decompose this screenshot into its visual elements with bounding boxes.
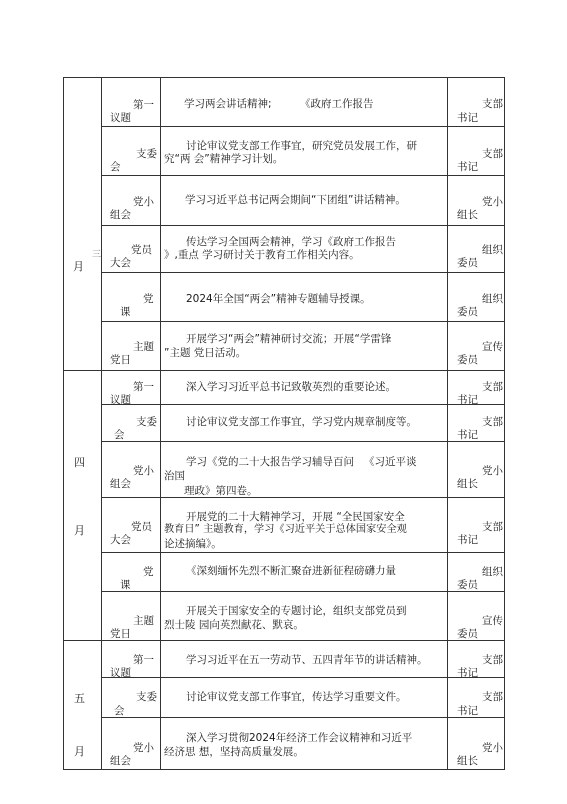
responsible: 支部 <box>482 148 503 160</box>
responsible: 书记 <box>457 534 478 546</box>
row-divider <box>101 126 505 127</box>
activity-type: 会 <box>114 705 125 717</box>
month-label-march: 月 <box>73 260 84 273</box>
activity-content: 《深刻缅怀先烈不断汇聚奋进新征程磅礴力量 <box>186 565 396 577</box>
border-top <box>63 77 505 78</box>
activity-content: 学习两会讲话精神; <box>184 98 272 110</box>
activity-type: 组会 <box>110 478 131 490</box>
responsible: 委员 <box>457 257 478 269</box>
row-divider <box>101 321 505 322</box>
border-bottom <box>63 769 505 770</box>
row-divider <box>101 552 505 553</box>
activity-type: 组会 <box>110 209 131 221</box>
activity-type: 支委 <box>136 416 157 428</box>
activity-type: 党小 <box>133 465 154 477</box>
activity-type: 课 <box>120 579 131 591</box>
activity-type: 党日 <box>110 628 131 640</box>
activity-content: 教育日” 主题教育，学习《习近平关于总体国家安全观 <box>164 524 407 535</box>
responsible: 支部 <box>482 98 503 110</box>
activity-type: 党小 <box>133 742 154 754</box>
activity-type: 党员 <box>131 521 152 533</box>
row-divider <box>101 441 505 442</box>
activity-type: 第一 <box>133 381 154 393</box>
row-divider <box>101 225 505 226</box>
row-divider <box>101 404 505 405</box>
activity-type: 组会 <box>110 755 131 767</box>
activity-content: 《政府工作报告 <box>300 98 374 110</box>
activity-content: 开展学习“两会”精神研讨交流；开展“学雷锋 <box>186 333 392 345</box>
responsible: 组长 <box>457 209 478 221</box>
activity-type: 党员 <box>131 244 152 256</box>
activity-content: 烈士陵 园向英烈献花、默哀。 <box>164 619 304 631</box>
month-label-april-2: 月 <box>74 524 85 537</box>
activity-content: 深入学习习近平总书记致敬英烈的重要论述。 <box>186 381 396 393</box>
activity-type: 党日 <box>110 354 131 366</box>
row-divider <box>101 591 505 592</box>
activity-content: 》,重点 学习研讨关于教育工作相关内容。 <box>164 249 360 261</box>
activity-content: 开展党的二十大精神学习，开展 “全民国家安全 <box>186 511 405 523</box>
month-label-may-2: 月 <box>74 745 85 758</box>
row-divider <box>101 677 505 678</box>
responsible: 书记 <box>457 429 478 441</box>
row-divider <box>101 175 505 176</box>
responsible: 委员 <box>457 354 478 366</box>
responsible: 组织 <box>482 566 503 578</box>
activity-content: 《习近平谈 <box>364 456 417 468</box>
responsible: 书记 <box>457 667 478 679</box>
activity-type: 大会 <box>110 534 131 546</box>
activity-type: 支委 <box>136 691 157 703</box>
responsible: 支部 <box>482 654 503 666</box>
responsible: 宣传 <box>482 615 503 627</box>
month-label-march-mark: 三 <box>92 250 102 260</box>
responsible: 组长 <box>457 755 478 767</box>
activity-type: 议题 <box>110 394 131 406</box>
activity-type: 课 <box>120 306 131 318</box>
activity-content: 论述摘编》。 <box>164 538 222 550</box>
activity-type: 会 <box>110 161 121 173</box>
row-divider <box>101 272 505 273</box>
responsible: 组长 <box>457 478 478 490</box>
border-left <box>63 77 64 770</box>
activity-content: 经济思 想，坚持高质量发展。 <box>164 746 304 758</box>
col-divider-content <box>447 77 448 770</box>
activity-content: 讨论审议党支部工作事宜，研究党员发展工作，研 <box>186 140 417 152</box>
responsible: 书记 <box>457 161 478 173</box>
responsible: 党小 <box>482 742 503 754</box>
month-divider-1 <box>63 370 505 371</box>
activity-type: 主题 <box>133 615 154 627</box>
activity-content: 治国 <box>164 470 185 482</box>
responsible: 宣传 <box>482 341 503 353</box>
row-divider <box>101 717 505 718</box>
activity-content: 讨论审议党支部工作事宜，传达学习重要文件。 <box>186 691 407 703</box>
activity-type: 党小 <box>133 196 154 208</box>
activity-type: 党 <box>143 293 154 305</box>
responsible: 书记 <box>457 705 478 717</box>
activity-content: 深入学习贯彻2024年经济工作会议精神和习近平 <box>186 732 413 744</box>
border-right <box>504 77 505 770</box>
responsible: 支部 <box>482 416 503 428</box>
responsible: 支部 <box>482 381 503 393</box>
row-divider <box>101 497 505 498</box>
activity-type: 大会 <box>110 257 131 269</box>
activity-content: 理政》第四卷。 <box>184 485 258 497</box>
responsible: 委员 <box>457 306 478 318</box>
month-label-may-1: 五 <box>74 692 85 705</box>
activity-content: 讨论审议党支部工作事宜，学习党内规章制度等。 <box>186 416 417 428</box>
activity-content: 开展关于国家安全的专题讨论，组织支部党员到 <box>186 605 407 617</box>
activity-type: 议题 <box>110 112 131 124</box>
responsible: 委员 <box>457 579 478 591</box>
activity-content: 2024年全国“两会”精神专题辅导授课。 <box>186 293 371 305</box>
activity-type: 第一 <box>133 654 154 666</box>
responsible: 组织 <box>482 244 503 256</box>
responsible: 支部 <box>482 521 503 533</box>
activity-content: 学习《党的二十大报告学习辅导百问 <box>186 456 354 468</box>
month-label-april-1: 四 <box>74 456 85 469</box>
activity-content: 学习习近平在五一劳动节、五四青年节的讲话精神。 <box>186 654 428 666</box>
responsible: 组织 <box>482 293 503 305</box>
responsible: 党小 <box>482 465 503 477</box>
responsible: 支部 <box>482 691 503 703</box>
activity-type: 会 <box>114 429 125 441</box>
responsible: 党小 <box>482 196 503 208</box>
col-divider-month <box>101 77 102 770</box>
activity-content: ”主题 党日活动。 <box>164 347 247 359</box>
col-divider-type <box>160 77 161 770</box>
activity-type: 第一 <box>133 99 154 111</box>
responsible: 书记 <box>457 112 478 124</box>
activity-type: 议题 <box>110 667 131 679</box>
responsible: 委员 <box>457 628 478 640</box>
activity-content: 学习习近平总书记两会期间“下团组”讲话精神。 <box>185 194 406 206</box>
activity-content: 传达学习全国两会精神，学习《政府工作报告 <box>186 236 396 248</box>
activity-type: 支委 <box>136 148 157 160</box>
responsible: 书记 <box>457 394 478 406</box>
activity-type: 党 <box>143 566 154 578</box>
activity-content: 究“两 会”精神学习计划。 <box>164 153 284 165</box>
activity-type: 主题 <box>133 341 154 353</box>
